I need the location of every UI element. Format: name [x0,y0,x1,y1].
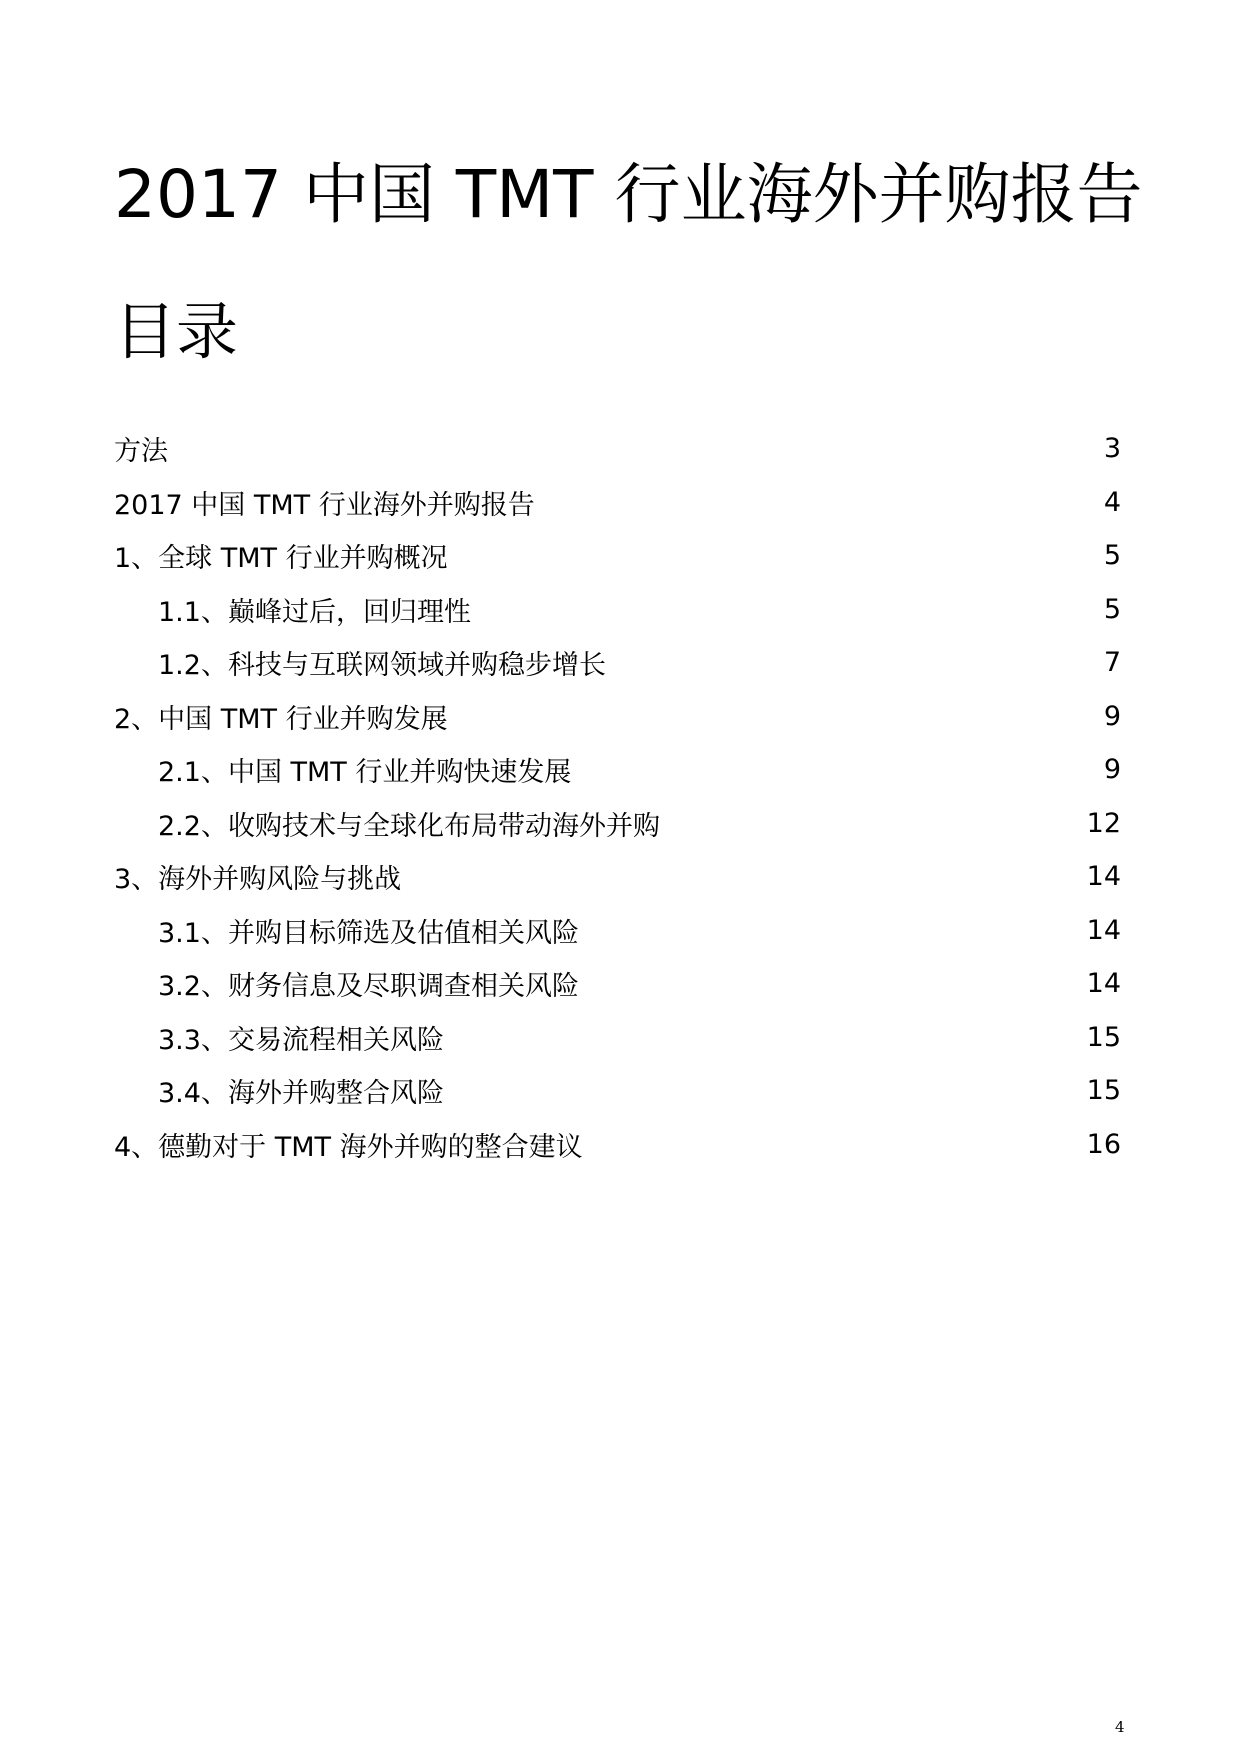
toc-entry-label: 3、海外并购风险与挑战 [114,864,402,896]
toc-entry-label: 3.2、财务信息及尽职调查相关风险 [158,971,579,1003]
toc-entry-page: 9 [1103,754,1121,786]
toc-entry-label: 4、德勤对于 TMT 海外并购的整合建议 [114,1131,583,1163]
toc-subentry[interactable] [114,1011,1121,1065]
document-title: 2017 中国 TMT 行业海外并购报告 [114,156,1143,233]
toc-entry-page: 4 [1103,486,1121,518]
toc-entry-page: 5 [1103,540,1121,572]
toc-entry-page: 15 [1086,1021,1121,1053]
toc-entry[interactable] [114,422,1121,476]
toc-subentry[interactable] [114,797,1121,851]
toc-subentry[interactable] [114,904,1121,958]
toc-entry-label: 1.1、巅峰过后，回归理性 [158,596,471,628]
toc-entry-label: 2.1、中国 TMT 行业并购快速发展 [158,757,572,789]
toc-subentry[interactable] [114,1064,1121,1118]
toc-entry[interactable] [114,1118,1121,1172]
toc-entry-page: 12 [1086,807,1121,839]
toc-entry-label: 1、全球 TMT 行业并购概况 [114,543,448,575]
toc-heading: 目录 [114,295,239,368]
toc-entry[interactable] [114,476,1121,530]
toc-entry-label: 2、中国 TMT 行业并购发展 [114,703,448,735]
toc-entry-page: 9 [1103,700,1121,732]
toc-entry-page: 14 [1086,861,1121,893]
table-of-contents [114,422,1121,1171]
toc-entry-label: 1.2、科技与互联网领域并购稳步增长 [158,650,606,682]
toc-entry-label: 2017 中国 TMT 行业海外并购报告 [114,489,535,521]
toc-entry-page: 7 [1103,647,1121,679]
toc-entry-label: 2.2、收购技术与全球化布局带动海外并购 [158,810,660,842]
toc-entry-page: 16 [1086,1128,1121,1160]
toc-subentry[interactable] [114,636,1121,690]
toc-subentry[interactable] [114,583,1121,637]
toc-entry[interactable] [114,690,1121,744]
toc-entry-label: 3.1、并购目标筛选及估值相关风险 [158,917,579,949]
toc-entry-page: 14 [1086,968,1121,1000]
toc-entry-page: 3 [1103,433,1121,465]
page-number: 4 [1115,1718,1125,1736]
toc-entry[interactable] [114,850,1121,904]
toc-subentry[interactable] [114,743,1121,797]
toc-entry-page: 14 [1086,914,1121,946]
toc-entry[interactable] [114,529,1121,583]
toc-entry-page: 5 [1103,593,1121,625]
toc-entry-label: 3.4、海外并购整合风险 [158,1078,444,1110]
toc-entry-page: 15 [1086,1075,1121,1107]
toc-subentry[interactable] [114,957,1121,1011]
toc-entry-label: 3.3、交易流程相关风险 [158,1024,444,1056]
toc-entry-label: 方法 [114,436,168,468]
